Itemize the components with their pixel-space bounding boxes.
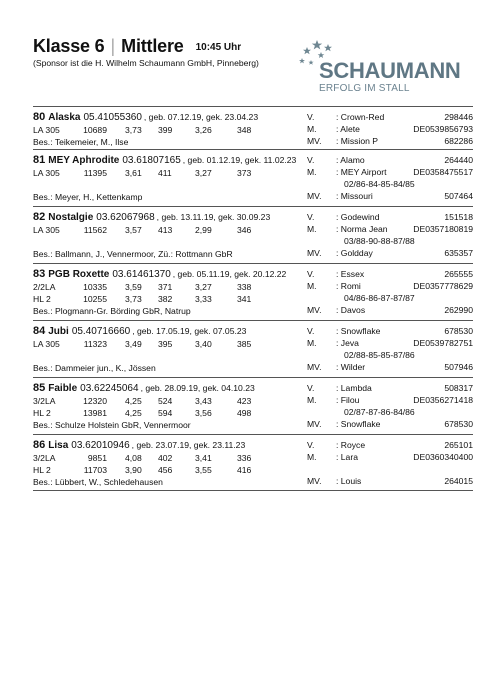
owner-line: Bes.: Schulze Holstein GbR, Vennermoor <box>33 420 191 430</box>
entry-left <box>33 211 303 260</box>
fat-percent: 3,57 <box>125 225 142 235</box>
entry-left <box>33 154 303 203</box>
performance-row <box>33 224 303 236</box>
entry-left <box>33 268 303 317</box>
maternal-grandsire-name: : Louis <box>336 476 362 486</box>
owner-line: Bes.: Dammeier jun., K., Jössen <box>33 363 156 373</box>
fat-kg: 411 <box>158 168 172 178</box>
milk-kg: 13981 <box>83 408 107 418</box>
maternal-grandsire <box>307 475 473 487</box>
performance-row <box>33 293 303 305</box>
milk-kg: 12320 <box>83 396 107 406</box>
sire-id: 264440 <box>444 155 473 165</box>
animal-entry <box>33 320 473 377</box>
protein-kg: 498 <box>237 408 252 418</box>
animal-entry <box>33 149 473 206</box>
animal-entry <box>33 206 473 263</box>
protein-percent: 3,26 <box>195 125 212 135</box>
fat-kg: 524 <box>158 396 173 406</box>
maternal-grandsire-name: : Goldday <box>336 248 373 258</box>
perf-type: HL 2 <box>33 294 51 304</box>
fat-kg: 413 <box>158 225 173 235</box>
dam-label: M. <box>307 281 317 291</box>
pedigree <box>307 154 473 202</box>
spacer-row <box>33 179 303 191</box>
birth-calving-dates: , geb. 28.09.19, gek. 04.10.23 <box>140 383 255 393</box>
sire-label: V. <box>307 112 315 122</box>
dam <box>307 280 473 292</box>
protein-kg: 338 <box>237 282 252 292</box>
life-number: 03.61807165 <box>122 155 181 166</box>
logo-tagline: ERFOLG IM STALL <box>319 83 410 94</box>
maternal-grandsire <box>307 190 473 202</box>
maternal-grandsire-id: 635357 <box>444 248 473 258</box>
perf-type: HL 2 <box>33 465 51 475</box>
protein-kg: 336 <box>237 453 252 463</box>
animal-entry <box>33 263 473 320</box>
catalog-number: 80 <box>33 111 46 123</box>
fat-percent: 3,73 <box>125 294 142 304</box>
dam-id: DE0358475517 <box>413 167 473 177</box>
perf-type: 2/2LA <box>33 282 56 292</box>
performance-row <box>33 464 303 476</box>
life-number: 05.41055360 <box>83 112 142 123</box>
sponsor-note: (Sponsor ist die H. Wilhelm Schaumann GmbH, Pinneberg) <box>33 58 259 68</box>
maternal-grandsire-id: 507946 <box>444 362 473 372</box>
protein-kg: 385 <box>237 339 252 349</box>
sire-id: 151518 <box>444 212 473 222</box>
maternal-grandsire-id: 264015 <box>444 476 473 486</box>
life-number: 03.62067968 <box>96 212 155 223</box>
dam-performance: 03/88-90-88-87/88 <box>344 236 415 246</box>
protein-kg: 346 <box>237 225 252 235</box>
maternal-grandsire-name: : Mission P <box>336 136 379 146</box>
milk-kg: 11323 <box>83 339 107 349</box>
dam-name: : Romi <box>336 281 361 291</box>
fat-percent: 3,49 <box>125 339 142 349</box>
pedigree <box>307 268 473 316</box>
title-separator: | <box>110 36 116 56</box>
dam-name: : Alete <box>336 124 360 134</box>
sire-id: 265101 <box>444 440 473 450</box>
spacer-row <box>33 236 303 248</box>
animal-entry <box>33 377 473 434</box>
protein-percent: 3,55 <box>195 465 212 475</box>
fat-kg: 456 <box>158 465 173 475</box>
sire-label: V. <box>307 212 315 222</box>
sire-name: : Godewind <box>336 212 380 222</box>
fat-percent: 3,61 <box>125 168 142 178</box>
spacer-row <box>307 463 473 475</box>
maternal-grandsire <box>307 135 473 147</box>
protein-percent: 3,27 <box>195 282 212 292</box>
animal-name: Alaska <box>48 112 81 123</box>
animal-name: Jubi <box>48 326 69 337</box>
protein-percent: 3,56 <box>195 408 212 418</box>
maternal-grandsire-id: 507464 <box>444 191 473 201</box>
dam <box>307 337 473 349</box>
sire <box>307 268 473 280</box>
sire-id: 678530 <box>444 326 473 336</box>
fat-percent: 4,25 <box>125 396 142 406</box>
protein-percent: 2,99 <box>195 225 212 235</box>
dam <box>307 166 473 178</box>
protein-percent: 3,40 <box>195 339 212 349</box>
protein-kg: 416 <box>237 465 252 475</box>
perf-type: HL 2 <box>33 408 51 418</box>
maternal-grandsire <box>307 361 473 373</box>
fat-percent: 4,25 <box>125 408 142 418</box>
fat-kg: 594 <box>158 408 173 418</box>
maternal-grandsire-label: MV. <box>307 362 322 372</box>
entry-left <box>33 439 303 488</box>
milk-kg: 11562 <box>83 225 107 235</box>
entry-head <box>33 268 303 281</box>
page-title <box>33 36 241 57</box>
dam <box>307 394 473 406</box>
class-number: Klasse 6 <box>33 36 105 56</box>
dam-id: DE0357180819 <box>413 224 473 234</box>
birth-calving-dates: , geb. 17.05.19, gek. 07.05.23 <box>132 326 247 336</box>
protein-percent: 3,41 <box>195 453 212 463</box>
dam-label: M. <box>307 452 317 462</box>
dam-name: : Jeva <box>336 338 359 348</box>
logo-name: SCHAUMANN <box>319 58 461 83</box>
maternal-grandsire-label: MV. <box>307 136 322 146</box>
protein-percent: 3,43 <box>195 396 212 406</box>
sire-name: : Snowflake <box>336 326 381 336</box>
dam-id: DE0360340400 <box>413 452 473 462</box>
maternal-grandsire-label: MV. <box>307 191 322 201</box>
perf-type: LA 305 <box>33 225 60 235</box>
catalog-number: 86 <box>33 439 46 451</box>
pedigree <box>307 111 473 147</box>
milk-kg: 9851 <box>87 453 107 463</box>
pedigree <box>307 382 473 430</box>
protein-percent: 3,27 <box>195 168 212 178</box>
performance-row <box>33 452 303 464</box>
perf-type: LA 305 <box>33 168 60 178</box>
protein-kg: 373 <box>237 168 252 178</box>
pedigree <box>307 439 473 487</box>
performance-row <box>33 124 303 136</box>
dam-label: M. <box>307 224 317 234</box>
fat-kg: 382 <box>158 294 173 304</box>
performance-row <box>33 338 303 350</box>
dam-label: M. <box>307 167 317 177</box>
class-category: Mittlere <box>121 36 184 56</box>
maternal-grandsire-label: MV. <box>307 305 322 315</box>
maternal-grandsire-label: MV. <box>307 476 322 486</box>
sire <box>307 111 473 123</box>
sire-name: : Royce <box>336 440 366 450</box>
animal-name: Nostalgie <box>48 212 94 223</box>
maternal-grandsire <box>307 247 473 259</box>
maternal-grandsire-label: MV. <box>307 248 322 258</box>
entry-head <box>33 111 303 124</box>
owner-line: Bes.: Teikemeier, M., Ilse <box>33 137 129 147</box>
dam <box>307 223 473 235</box>
sire <box>307 382 473 394</box>
dam <box>307 123 473 135</box>
maternal-grandsire-name: : Davos <box>336 305 366 315</box>
dam-name: : Filou <box>336 395 360 405</box>
perf-type: 3/2LA <box>33 396 56 406</box>
entry-left <box>33 382 303 431</box>
life-number: 03.62245064 <box>80 383 139 394</box>
entry-head <box>33 439 303 452</box>
maternal-grandsire <box>307 418 473 430</box>
maternal-grandsire-name: : Snowflake <box>336 419 381 429</box>
sire-label: V. <box>307 383 315 393</box>
milk-kg: 11395 <box>83 168 107 178</box>
dam-name: : Norma Jean <box>336 224 388 234</box>
fat-kg: 402 <box>158 453 173 463</box>
fat-kg: 371 <box>158 282 173 292</box>
life-number: 03.62010946 <box>71 440 130 451</box>
dam-performance: 02/86-84-85-84/85 <box>344 179 415 189</box>
life-number: 03.61461370 <box>112 269 171 280</box>
milk-kg: 10335 <box>83 282 107 292</box>
animal-name: MEY Aphrodite <box>48 155 120 166</box>
animal-name: PGB Roxette <box>48 269 110 280</box>
dam-id: DE0357778629 <box>413 281 473 291</box>
pedigree <box>307 211 473 259</box>
sire-name: : Essex <box>336 269 365 279</box>
sire-id: 298446 <box>444 112 473 122</box>
dam-id: DE0356271418 <box>413 395 473 405</box>
fat-percent: 3,59 <box>125 282 142 292</box>
catalog-number: 81 <box>33 154 46 166</box>
birth-calving-dates: , geb. 23.07.19, gek. 23.11.23 <box>131 440 246 450</box>
sire-label: V. <box>307 155 315 165</box>
dam-id: DE0539856793 <box>413 124 473 134</box>
birth-calving-dates: , geb. 05.11.19, gek. 20.12.22 <box>172 269 287 279</box>
owner-line: Bes.: Ballmann, J., Vennermoor, Zü.: Rottmann GbR <box>33 249 233 259</box>
fat-kg: 395 <box>158 339 173 349</box>
fat-percent: 4,08 <box>125 453 142 463</box>
perf-type: LA 305 <box>33 339 60 349</box>
spacer-row <box>33 350 303 362</box>
animal-entry <box>33 434 473 491</box>
animal-name: Lisa <box>48 440 69 451</box>
dam-performance: 04/86-86-87-87/87 <box>344 293 415 303</box>
milk-kg: 11703 <box>83 465 107 475</box>
sire-label: V. <box>307 440 315 450</box>
dam-name: : MEY Airport <box>336 167 387 177</box>
birth-calving-dates: , geb. 07.12.19, gek. 23.04.23 <box>143 112 259 122</box>
owner-line: Bes.: Plogmann-Gr. Börding GbR, Natrup <box>33 306 191 316</box>
sire-label: V. <box>307 269 315 279</box>
owner-line: Bes.: Meyer, H., Kettenkamp <box>33 192 143 202</box>
maternal-grandsire-name: : Missouri <box>336 191 373 201</box>
entry-head <box>33 211 303 224</box>
dam-performance: 02/88-85-85-87/86 <box>344 350 415 360</box>
schaumann-logo <box>297 38 469 98</box>
maternal-grandsire-id: 262990 <box>444 305 473 315</box>
perf-type: LA 305 <box>33 125 60 135</box>
sire-label: V. <box>307 326 315 336</box>
sire-id: 265555 <box>444 269 473 279</box>
dam <box>307 451 473 463</box>
owner-line: Bes.: Lübbert, W., Schledehausen <box>33 477 163 487</box>
animal-entry <box>33 106 473 149</box>
entry-head <box>33 382 303 395</box>
dam-performance: 02/87-87-86-84/86 <box>344 407 415 417</box>
fat-percent: 3,90 <box>125 465 142 475</box>
maternal-grandsire-id: 678530 <box>444 419 473 429</box>
birth-calving-dates: , geb. 13.11.19, gek. 30.09.23 <box>156 212 271 222</box>
sire-name: : Alamo <box>336 155 365 165</box>
animal-name: Faible <box>48 383 78 394</box>
pedigree <box>307 325 473 373</box>
fat-kg: 399 <box>158 125 173 135</box>
entry-head <box>33 154 303 167</box>
dam-id: DE0539782751 <box>413 338 473 348</box>
dam-label: M. <box>307 338 317 348</box>
protein-percent: 3,33 <box>195 294 212 304</box>
sire-name: : Lambda <box>336 383 372 393</box>
entry-left <box>33 111 303 148</box>
dam-label: M. <box>307 395 317 405</box>
entry-list <box>33 106 473 491</box>
maternal-grandsire <box>307 304 473 316</box>
class-time: 10:45 Uhr <box>195 42 242 53</box>
life-number: 05.40716660 <box>71 326 131 337</box>
dam-name: : Lara <box>336 452 358 462</box>
milk-kg: 10255 <box>83 294 107 304</box>
sire-name: : Crown-Red <box>336 112 385 122</box>
protein-kg: 341 <box>237 294 252 304</box>
sire <box>307 211 473 223</box>
protein-kg: 423 <box>237 396 252 406</box>
perf-type: 3/2LA <box>33 453 56 463</box>
performance-row <box>33 395 303 407</box>
catalog-number: 82 <box>33 211 46 223</box>
sire <box>307 439 473 451</box>
sire-id: 508317 <box>444 383 473 393</box>
maternal-grandsire-id: 682286 <box>444 136 473 146</box>
maternal-grandsire-label: MV. <box>307 419 322 429</box>
fat-percent: 3,73 <box>125 125 142 135</box>
performance-row <box>33 167 303 179</box>
protein-kg: 348 <box>237 125 252 135</box>
entry-head <box>33 325 303 338</box>
sire <box>307 325 473 337</box>
entry-left <box>33 325 303 374</box>
performance-row <box>33 407 303 419</box>
sire <box>307 154 473 166</box>
maternal-grandsire-name: : Wilder <box>336 362 366 372</box>
catalog-number: 84 <box>33 325 46 337</box>
performance-row <box>33 281 303 293</box>
milk-kg: 10689 <box>83 125 107 135</box>
catalog-number: 83 <box>33 268 46 280</box>
birth-calving-dates: , geb. 01.12.19, gek. 11.02.23 <box>182 155 297 165</box>
dam-label: M. <box>307 124 317 134</box>
catalog-number: 85 <box>33 382 46 394</box>
